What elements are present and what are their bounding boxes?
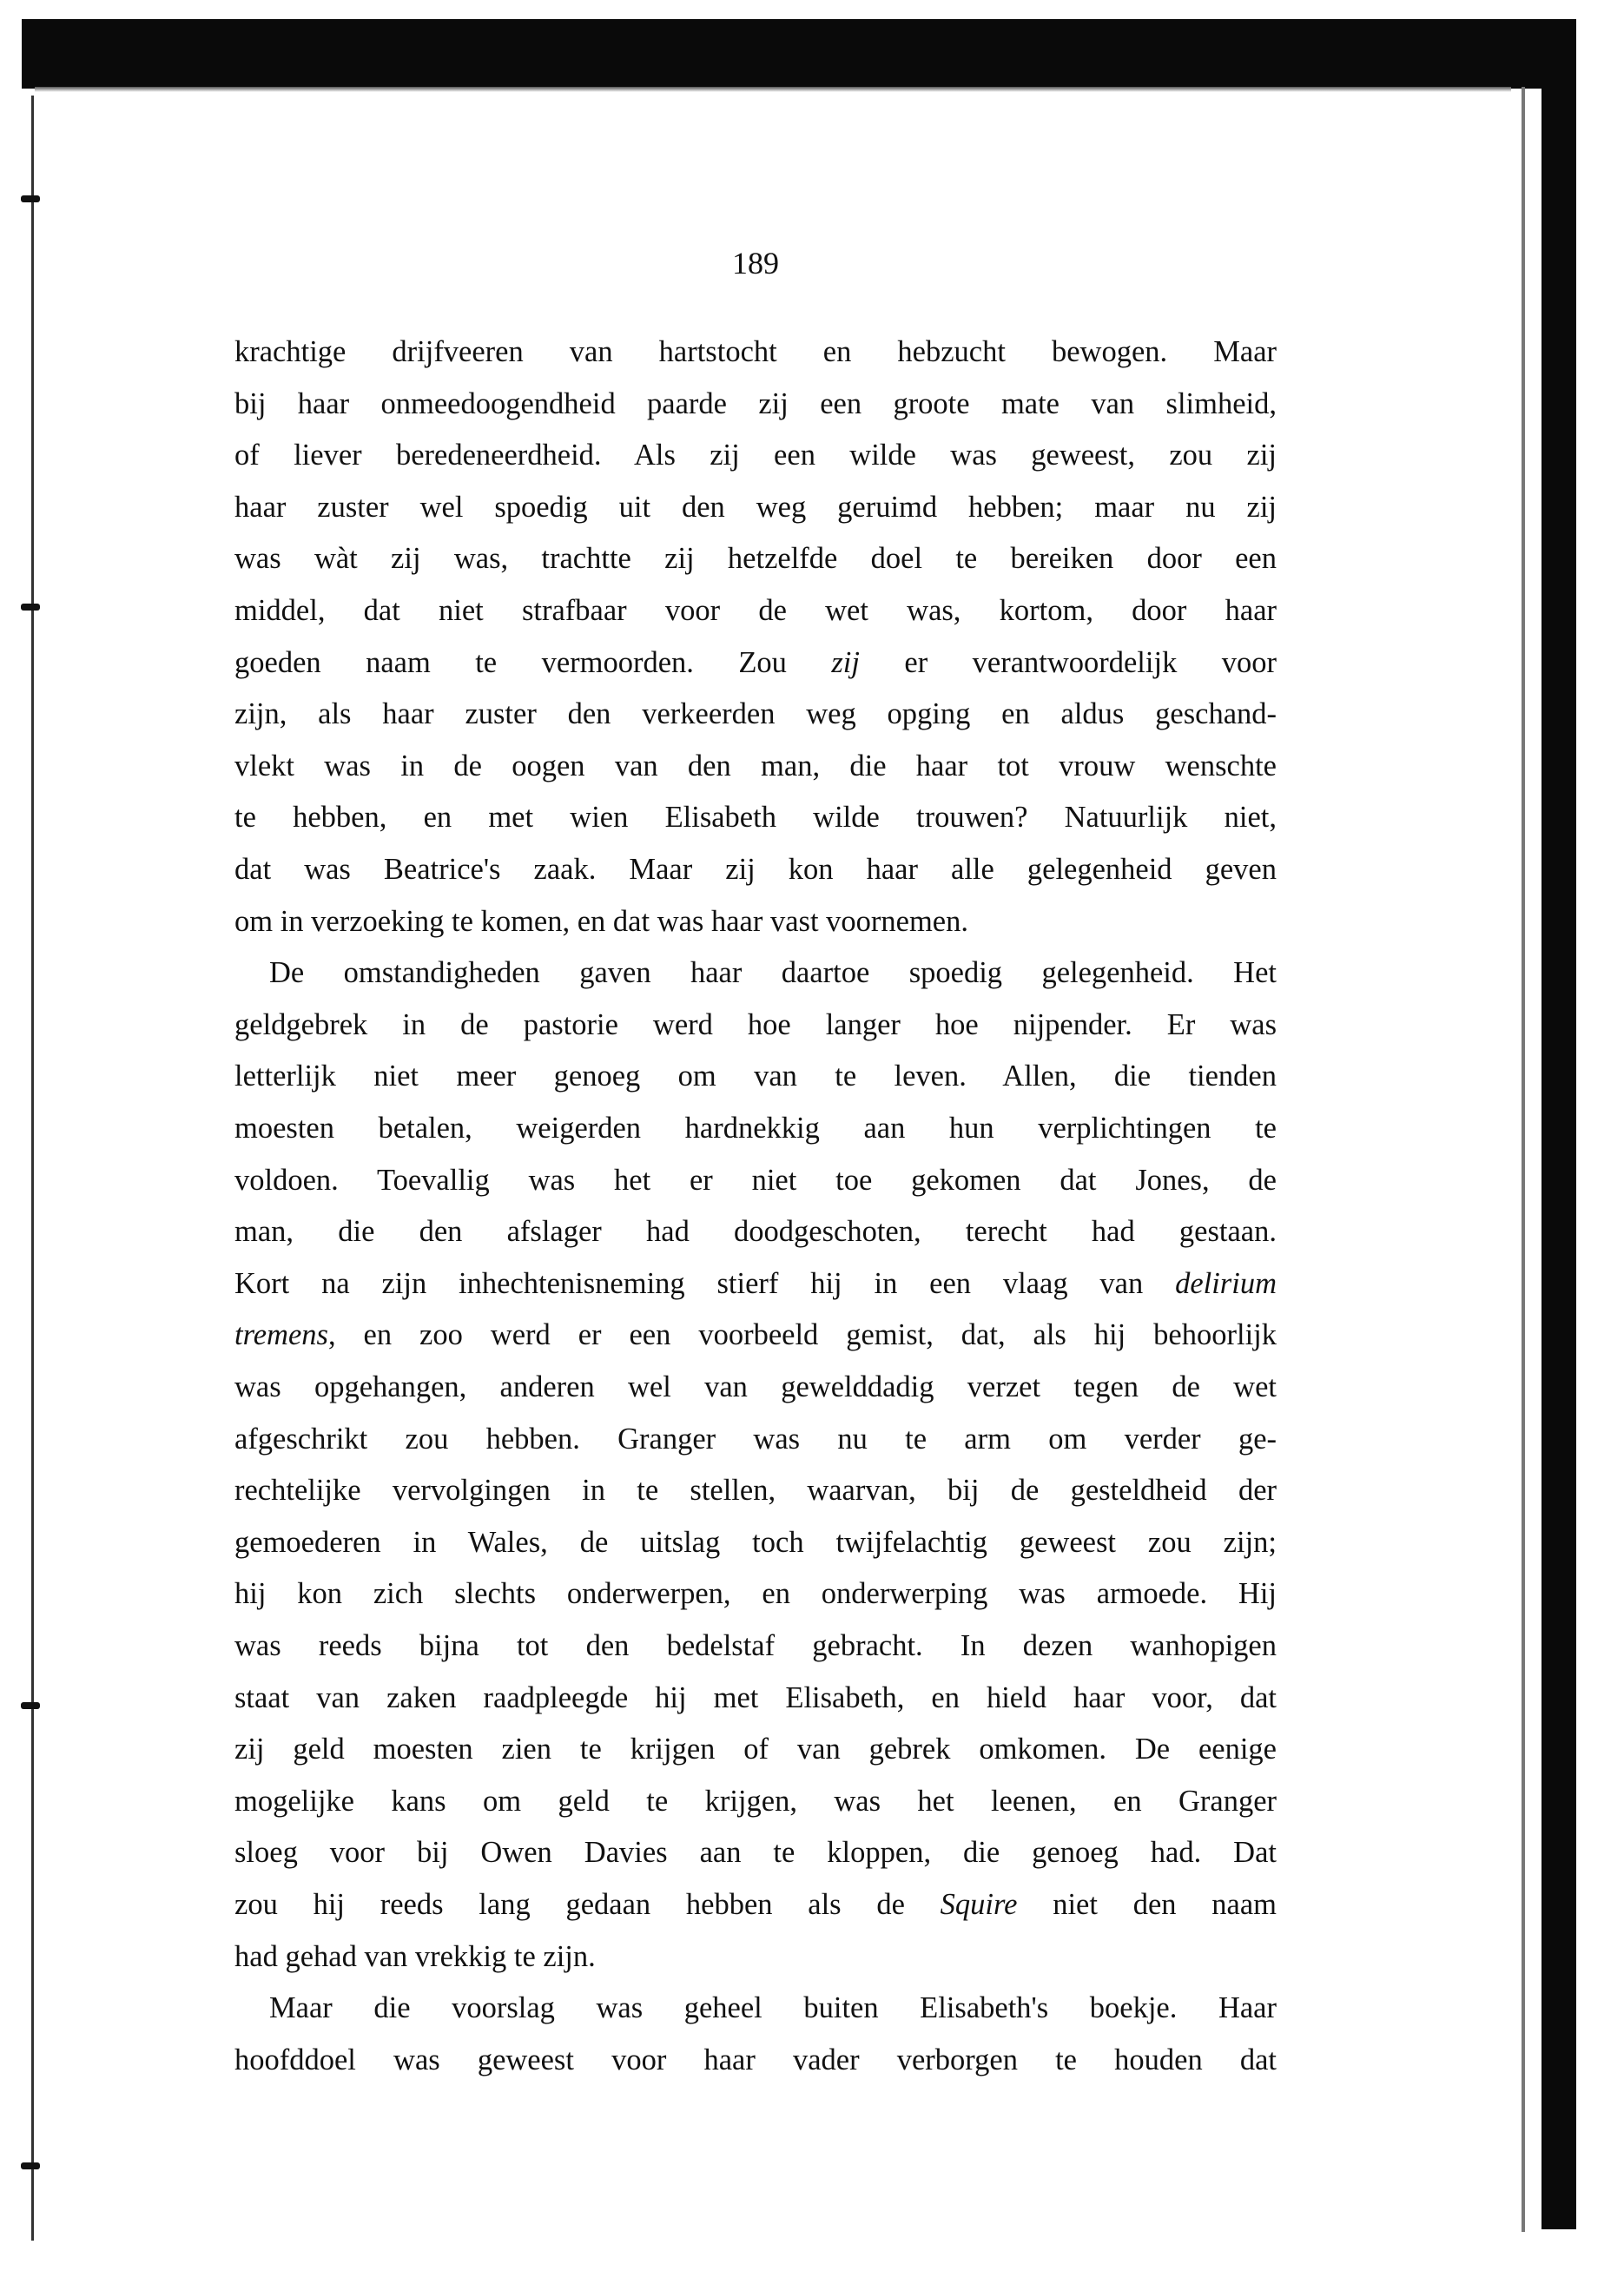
text-segment: zij geld moesten zien te krijgen of van gebrek omkomen. De eenige [234, 1733, 1277, 1766]
text-line [234, 1211, 1277, 1251]
text-segment: sloeg voor bij Owen Davies aan te kloppen, die genoeg had. Dat [234, 1836, 1277, 1870]
text-line [234, 849, 1277, 889]
text-segment: vlekt was in de oogen van den man, die haar tot vrouw wenschte [234, 749, 1277, 782]
text-line [234, 2040, 1277, 2080]
text-segment: moesten betalen, weigerden hardnekkig aan hun verplichtingen te [234, 1112, 1277, 1145]
text-line [234, 332, 1277, 372]
text-line [234, 1781, 1277, 1821]
text-line [234, 694, 1277, 734]
text-segment: was wàt zij was, trachtte zij hetzelfde doel te bereiken door een [234, 542, 1277, 576]
text-line [234, 1160, 1277, 1200]
text-segment: zijn, als haar zuster den verkeerden weg opging en aldus geschand- [234, 697, 1277, 731]
text-line [234, 591, 1277, 630]
binding-mark [21, 1702, 40, 1709]
italic-text: Squire [940, 1888, 1018, 1921]
text-line [234, 1522, 1277, 1562]
text-segment: mogelijke kans om geld te krijgen, was het leenen, en Granger [234, 1784, 1277, 1818]
text-line [234, 901, 1277, 941]
text-line [269, 1988, 1277, 2028]
text-line [234, 1419, 1277, 1459]
text-line [234, 1056, 1277, 1096]
text-line [234, 1678, 1277, 1718]
text-line [234, 643, 1277, 683]
scan-shadow [35, 87, 1511, 92]
text-line [234, 1626, 1277, 1666]
text-line [234, 1367, 1277, 1407]
text-segment: was opgehangen, anderen wel van gewelddadig verzet tegen de wet [234, 1370, 1277, 1403]
text-segment: middel, dat niet strafbaar voor de wet was, kortom, door haar [234, 594, 1277, 627]
text-segment: Maar die voorslag was geheel buiten Elisabeth's boekje. Haar [269, 1991, 1277, 2025]
text-line [269, 953, 1277, 993]
text-segment: er verantwoordelijk voor [859, 645, 1277, 679]
italic-text: zij [831, 645, 860, 679]
text-line [234, 435, 1277, 475]
page-edge [1522, 87, 1525, 2232]
text-line [234, 1108, 1277, 1148]
text-line [234, 1574, 1277, 1614]
text-segment: zou hij reeds lang gedaan hebben als de [234, 1888, 941, 1921]
text-segment: afgeschrikt zou hebben. Granger was nu te arm om verder ge- [234, 1422, 1277, 1456]
text-line [234, 487, 1277, 527]
text-segment: dat was Beatrice's zaak. Maar zij kon haar alle gelegenheid geven [234, 853, 1277, 886]
text-line [234, 1315, 1277, 1355]
text-segment: niet den naam [1017, 1888, 1277, 1921]
text-segment: man, die den afslager had doodgeschoten, terecht had gestaan. [234, 1215, 1277, 1249]
text-line [234, 1264, 1277, 1304]
text-segment: De omstandigheden gaven haar daartoe spoedig gelegenheid. Het [269, 956, 1277, 990]
binding-mark [21, 195, 40, 202]
text-segment: hij kon zich slechts onderwerpen, en onderwerping was armoede. Hij [234, 1577, 1277, 1611]
text-line [234, 538, 1277, 578]
text-segment: bij haar onmeedoogendheid paarde zij een groote mate van slimheid, [234, 386, 1277, 420]
text-line [234, 1937, 1277, 1977]
binding-mark [21, 2162, 40, 2169]
text-segment: voldoen. Toevallig was het er niet toe gekomen dat Jones, de [234, 1163, 1277, 1197]
text-line [234, 1470, 1277, 1510]
text-segment: letterlijk niet meer genoeg om van te leven. Allen, die tienden [234, 1060, 1277, 1093]
text-line [234, 384, 1277, 424]
text-segment: geldgebrek in de pastorie werd hoe langer hoe nijpender. Er was [234, 1007, 1277, 1041]
scan-border-top [22, 19, 1576, 89]
text-line [234, 1885, 1277, 1924]
page-number: 189 [732, 246, 779, 281]
binding-mark [21, 604, 40, 611]
text-segment: of liever beredeneerdheid. Als zij een wilde was geweest, zou zij [234, 439, 1277, 472]
text-segment: haar zuster wel spoedig uit den weg geruimd hebben; maar nu zij [234, 490, 1277, 524]
text-segment: , en zoo werd er een voorbeeld gemist, dat, als hij behoorlijk [327, 1318, 1277, 1352]
text-segment: krachtige drijfveeren van hartstocht en hebzucht bewogen. Maar [234, 335, 1277, 368]
text-segment: te hebben, en met wien Elisabeth wilde trouwen? Natuurlijk niet, [234, 801, 1277, 835]
text-line [234, 1832, 1277, 1872]
text-line [234, 746, 1277, 786]
text-segment: hoofddoel was geweest voor haar vader verborgen te houden dat [234, 2043, 1277, 2076]
text-segment: had gehad van vrekkig te zijn. [234, 1939, 596, 1973]
text-segment: Kort na zijn inhechtenisneming stierf hij in een vlaag van [234, 1266, 1176, 1300]
text-segment: goeden naam te vermoorden. Zou [234, 645, 832, 679]
text-line [234, 1005, 1277, 1045]
scan-border-right [1541, 19, 1576, 2229]
text-segment: staat van zaken raadpleegde hij met Elisabeth, en hield haar voor, dat [234, 1680, 1277, 1714]
text-line [234, 1729, 1277, 1769]
italic-text: tremens [234, 1318, 328, 1352]
italic-text: delirium [1175, 1266, 1277, 1300]
scan-border-left [31, 96, 34, 2241]
text-segment: gemoederen in Wales, de uitslag toch twijfelachtig geweest zou zijn; [234, 1525, 1277, 1559]
text-segment: was reeds bijna tot den bedelstaf gebracht. In dezen wanhopigen [234, 1629, 1277, 1662]
text-segment: om in verzoeking te komen, en dat was haar vast voornemen. [234, 904, 968, 938]
text-segment: rechtelijke vervolgingen in te stellen, waarvan, bij de gesteldheid der [234, 1474, 1277, 1508]
text-line [234, 797, 1277, 837]
